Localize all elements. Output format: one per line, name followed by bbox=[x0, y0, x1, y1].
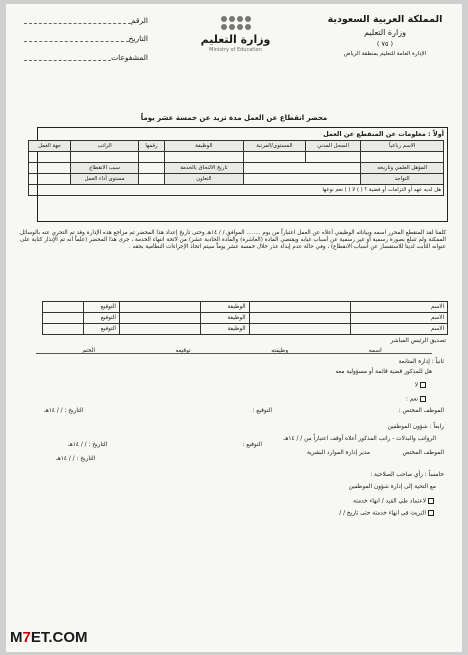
performance-label: مستوى أداء العمل bbox=[71, 174, 139, 185]
kingdom-title: المملكة العربية السعودية bbox=[327, 14, 443, 25]
member-name-label: الاسم bbox=[350, 313, 447, 324]
section2-title: ثانياً : إدارة المتابعة bbox=[398, 359, 444, 365]
qualification-label: المؤهل العلمي وتاريخه bbox=[361, 163, 444, 174]
section4-date: التاريخ : / / ١٤هـ bbox=[56, 456, 96, 462]
approval-title: تصديق الرئيس المباشر bbox=[390, 338, 446, 344]
option-no: لا bbox=[415, 382, 428, 390]
col-name: الاسم رباعياً bbox=[361, 141, 444, 152]
checkbox-yes[interactable] bbox=[420, 396, 426, 402]
approval-row bbox=[42, 348, 422, 355]
logo-dots-icon bbox=[178, 16, 293, 30]
section4-line1: مع التحية إلى إدارة شؤون الموظفين bbox=[348, 484, 436, 490]
section4-title: خامساً : رأي صاحب الصلاحية : bbox=[370, 472, 444, 478]
ministry-title: وزارة التعليم bbox=[364, 27, 406, 37]
officer-label: الموظف المختص : bbox=[398, 408, 444, 414]
approval-stamp: الختم bbox=[82, 348, 96, 354]
admin-name: الإدارة العامة للتعليم بمنطقة الرياض bbox=[343, 51, 427, 57]
member-sig-label: التوقيع bbox=[83, 324, 119, 335]
form-title: محضر انقطاع عن العمل مدة تزيد عن خمسة عشر يوماً bbox=[140, 114, 328, 122]
cooperation-label: التعاون bbox=[164, 174, 243, 185]
col-job-no: رقمها bbox=[138, 141, 164, 152]
payroll-line: الرواتب والبدلات - راتب المذكور أعلاه أوقف اعتباراً من / / ١٤هـ bbox=[283, 436, 436, 442]
section2-sig: التوقيع : bbox=[252, 408, 272, 414]
ministry-logo bbox=[178, 16, 293, 71]
col-job: الوظيفة bbox=[164, 141, 243, 152]
officer-label-2: الموظف المختص bbox=[402, 450, 444, 456]
col-level: المستوى/المرتبة bbox=[243, 141, 305, 152]
employee-info-table bbox=[28, 140, 444, 196]
attach-label: المشفوعات bbox=[111, 52, 148, 62]
ref-label: الرقم bbox=[130, 16, 148, 25]
logo-text-ar: وزارة التعليم bbox=[200, 33, 271, 46]
document-page bbox=[6, 4, 462, 652]
section3-title: رابعاً : شؤون الموظفين bbox=[387, 424, 444, 430]
approval-sig: توقيعه bbox=[175, 348, 191, 354]
date-label: التاريخ bbox=[128, 34, 148, 44]
join-date-label: تاريخ الالتحاق بالخدمة bbox=[164, 163, 243, 174]
option-end-service: لاعتماد طي القيد / انهاء خدمته bbox=[353, 498, 436, 506]
checkbox-end-service[interactable] bbox=[428, 498, 434, 504]
presence-label: التواجد bbox=[361, 174, 444, 185]
approval-name: اسمه bbox=[368, 348, 382, 354]
section1-caption: أولاً : معلومات عن المنقطع عن العمل bbox=[323, 130, 444, 138]
member-sig-label: التوقيع bbox=[83, 313, 119, 324]
divider bbox=[36, 353, 432, 354]
section3-date: التاريخ : / / ١٤هـ bbox=[68, 442, 108, 448]
section2-date: التاريخ : / / ١٤هـ bbox=[44, 408, 84, 414]
committee-table bbox=[42, 301, 448, 335]
section1-box bbox=[37, 127, 448, 222]
col-salary: الراتب bbox=[71, 141, 139, 152]
col-civil-id: السجل المدني bbox=[305, 141, 360, 152]
member-job-label: الوظيفة bbox=[200, 313, 249, 324]
header-left bbox=[20, 16, 148, 71]
approval-job: وظيفته bbox=[271, 348, 289, 354]
form-code: ( ٧٥ ) bbox=[376, 39, 394, 48]
member-sig-label: التوقيع bbox=[83, 302, 119, 313]
member-name-label: الاسم bbox=[350, 324, 447, 335]
section2-question: هل للمذكور قضية قائمة أو مسؤولية معه bbox=[335, 369, 432, 375]
custody-question: هل لديه عهد أو التزامات أو قضية ؟ ( ) لا ( ) نعم نوعها bbox=[29, 185, 444, 196]
site-watermark: M7ET.COM bbox=[10, 629, 88, 647]
option-yes: نعم : bbox=[406, 396, 428, 404]
logo-text-en: Ministry of Education bbox=[209, 46, 262, 53]
checkbox-no[interactable] bbox=[420, 382, 426, 388]
hr-director-label: مدير إدارة الموارد البشرية bbox=[306, 450, 370, 456]
section3-sig: التوقيع : bbox=[242, 442, 262, 448]
option-delay: التريث في انهاء خدمته حتى تاريخ / / bbox=[339, 510, 436, 518]
checkbox-delay[interactable] bbox=[428, 510, 434, 516]
absence-reason-label: سبب الانقطاع bbox=[71, 163, 139, 174]
member-job-label: الوظيفة bbox=[200, 324, 249, 335]
header-right bbox=[320, 14, 450, 58]
col-workplace: جهة العمل bbox=[29, 141, 71, 152]
member-name-label: الاسم bbox=[350, 302, 447, 313]
statement-paragraph: كلفنا لقد المنقطع المحرر اسمه وبياناته الوظيفي أعلاه عن العمل اعتباراً من يوم ........ الموافق / / ١٤هـ وحتى تاريخ إعداد هذا المحضر تم مراجع هذه الإدارة وقد تم التحري عنه بالوسائل الممكنة ولم تتبلغ بصورة رسمية أو غير رسمية عن أسباب غيابه ويقتضي المادة (العاشرة) والمادة الحادية عشر) من لائحة انتهاء الخدمة ، جرى هذا المحضر (علماً أنه تم الإنذار كتابة على عنوانه الثابت لدينا للاستفسار عن أسباب الانقطاع) ، وفي حالة عدم إبداء عذر خلال خمسة عشر يوماً سيتم اتخاذ الإجراءات النظامية بحقه . bbox=[20, 230, 446, 250]
member-job-label: الوظيفة bbox=[200, 302, 249, 313]
